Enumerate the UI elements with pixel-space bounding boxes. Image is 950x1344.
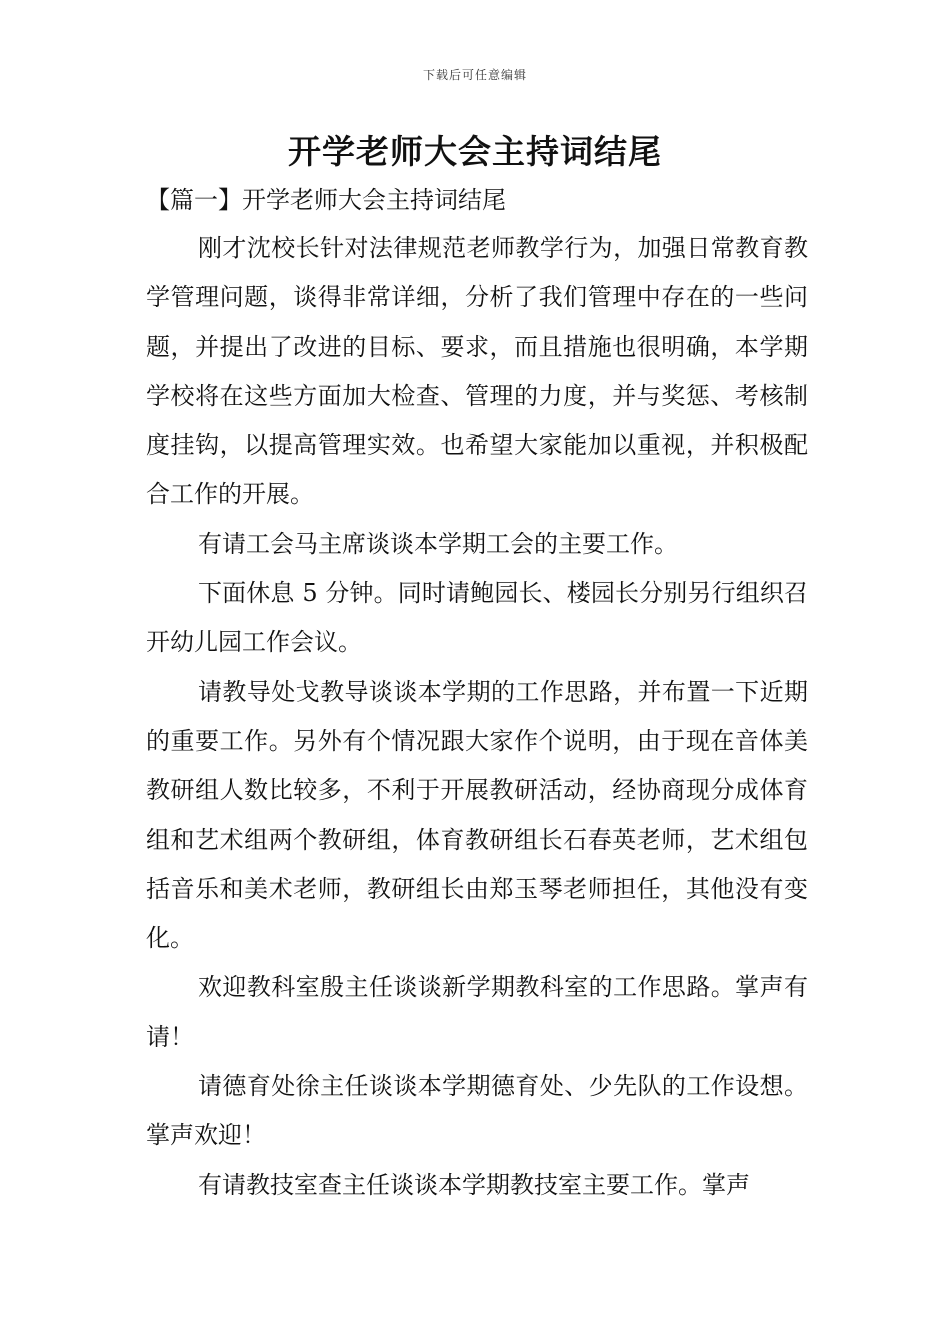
section-heading: 【篇一】开学老师大会主持词结尾: [146, 186, 506, 214]
paragraph: 下面休息 5 分钟。同时请鲍园长、楼园长分别另行组织召开幼儿园工作会议。: [146, 579, 808, 657]
paragraph: 请教导处戈教导谈谈本学期的工作思路，并布置一下近期的重要工作。另外有个情况跟大家作个说明，由于现在音体美教研组人数比较多，不利于开展教研活动，经协商现分成体育组和艺术组两个教研组，体育教研组长石春英老师，艺术组包括音乐和美术老师，教研组长由郑玉琴老师担任，其他没有变化。: [146, 677, 808, 953]
paragraph: 有请工会马主席谈谈本学期工会的主要工作。: [198, 529, 678, 558]
document-title: 开学老师大会主持词结尾: [288, 132, 662, 171]
document-body: [146, 224, 808, 1210]
paragraph: 刚才沈校长针对法律规范老师教学行为，加强日常教育教学管理问题，谈得非常详细，分析了我们管理中存在的一些问题，并提出了改进的目标、要求，而且措施也很明确，本学期学校将在这些方面加大检查、管理的力度，并与奖惩、考核制度挂钩，以提高管理实效。也希望大家能加以重视，并积极配合工作的开展。: [146, 234, 808, 509]
header-note: 下载后可任意编辑: [422, 68, 527, 82]
paragraph: 欢迎教科室殷主任谈谈新学期教科室的工作思路。掌声有请！: [146, 973, 808, 1051]
paragraph: 有请教技室查主任谈谈本学期教技室主要工作。掌声: [198, 1170, 750, 1199]
paragraph: 请德育处徐主任谈谈本学期德育处、少先队的工作设想。掌声欢迎！: [146, 1072, 808, 1150]
